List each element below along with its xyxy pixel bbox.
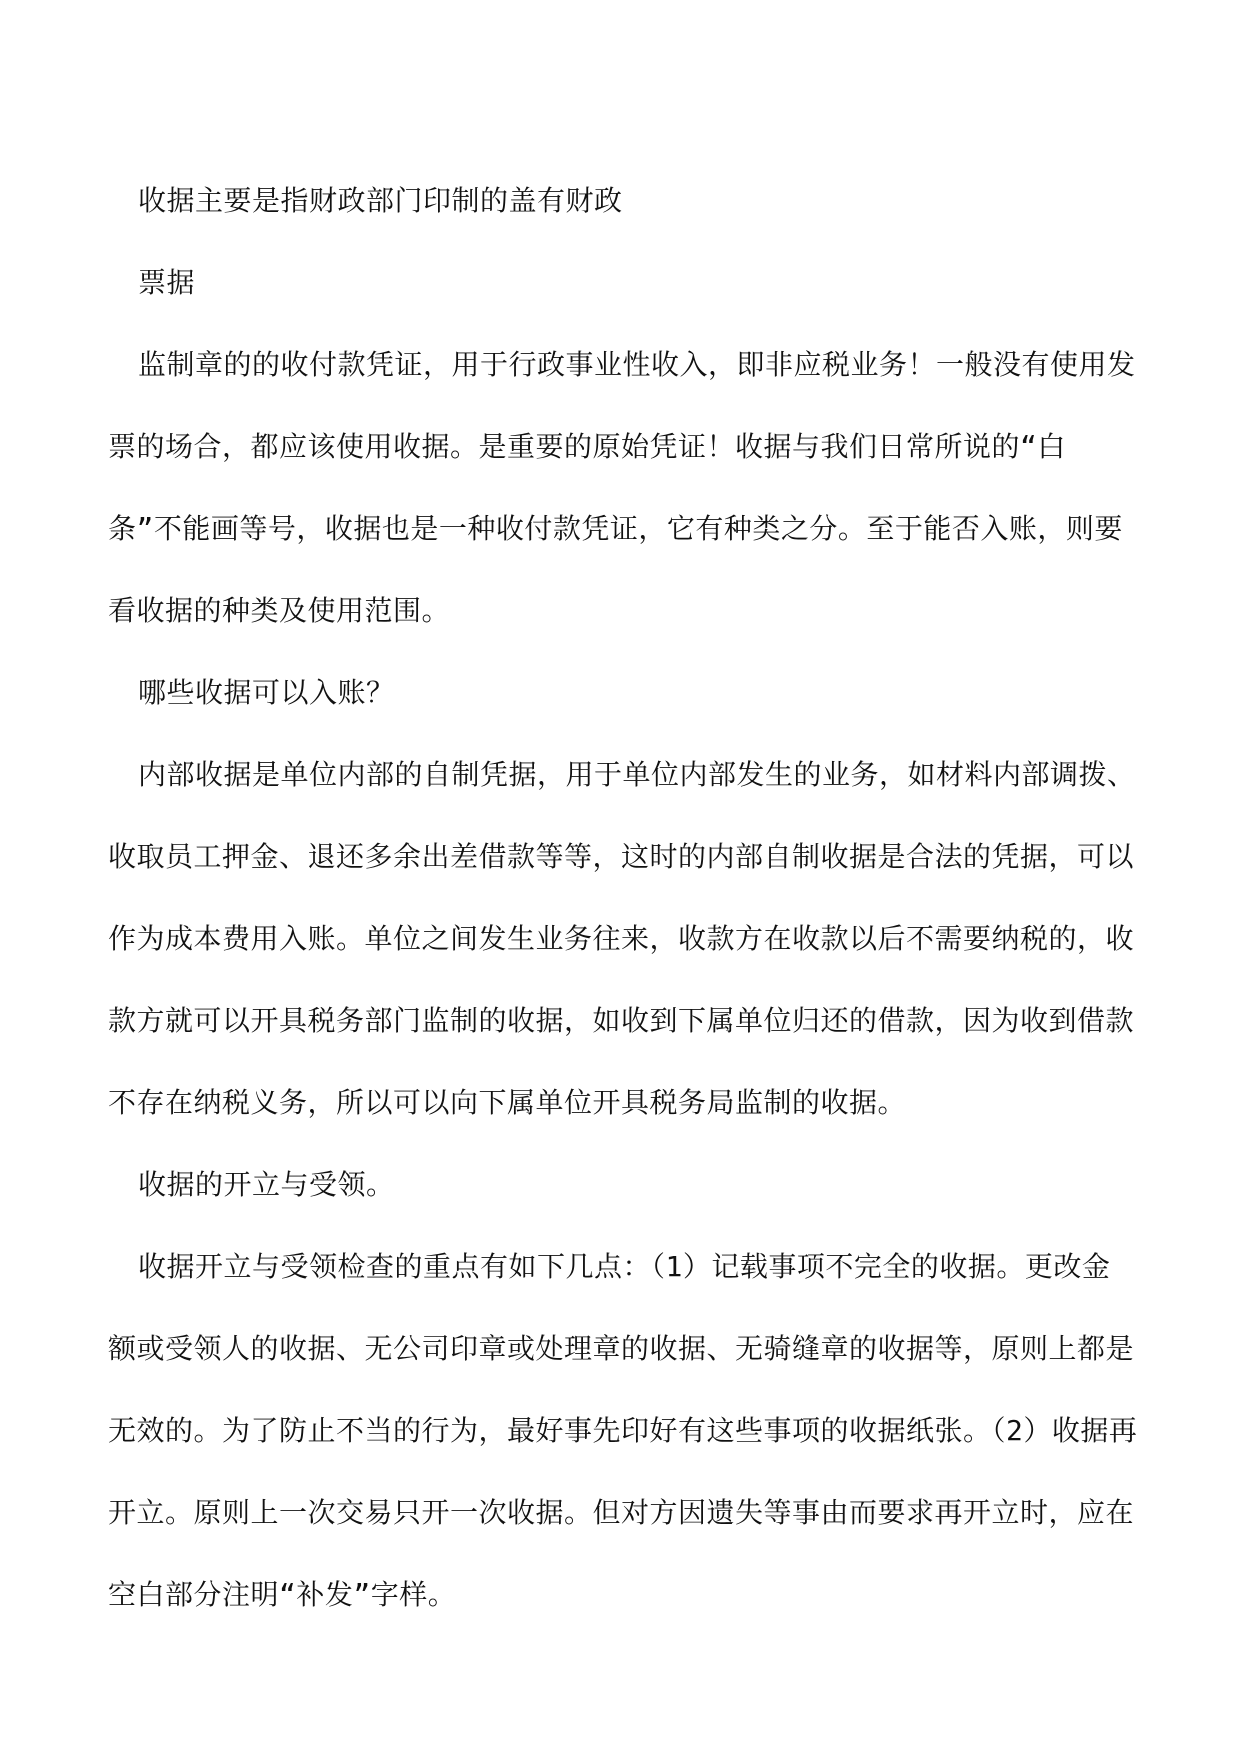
document-body xyxy=(108,160,1138,1636)
paragraph-question: 哪些收据可以入账？ xyxy=(138,676,395,709)
paragraph-piaoju: 票据 xyxy=(138,266,196,299)
paragraph-issuance-heading: 收据的开立与受领。 xyxy=(138,1168,395,1201)
paragraph-issuance-details: 收据开立与受领检查的重点有如下几点：（1）记载事项不完全的收据。更改金额或受领人的收据、无公司印章或处理章的收据、无骑缝章的收据等，原则上都是无效的。为了防止不当的行为，最好事先印好有这些事项的收据纸张。（2）收据再开立。原则上一次交易只开一次收据。但对方因遗失等事由而要求再开立时，应在空白部分注明“补发”字样。 xyxy=(108,1250,1138,1611)
paragraph-definition: 监制章的的收付款凭证，用于行政事业性收入，即非应税业务！一般没有使用发票的场合，都应该使用收据。是重要的原始凭证！收据与我们日常所说的“白条”不能画等号，收据也是一种收付款凭证，它有种类之分。至于能否入账，则要看收据的种类及使用范围。 xyxy=(108,348,1136,627)
paragraph-intro: 收据主要是指财政部门印制的盖有财政 xyxy=(138,184,623,217)
paragraph-internal-receipts: 内部收据是单位内部的自制凭据，用于单位内部发生的业务，如材料内部调拨、收取员工押金、退还多余出差借款等等，这时的内部自制收据是合法的凭据，可以作为成本费用入账。单位之间发生业务往来，收款方在收款以后不需要纳税的，收款方就可以开具税务部门监制的收据，如收到下属单位归还的借款，因为收到借款不存在纳税义务，所以可以向下属单位开具税务局监制的收据。 xyxy=(108,758,1136,1119)
